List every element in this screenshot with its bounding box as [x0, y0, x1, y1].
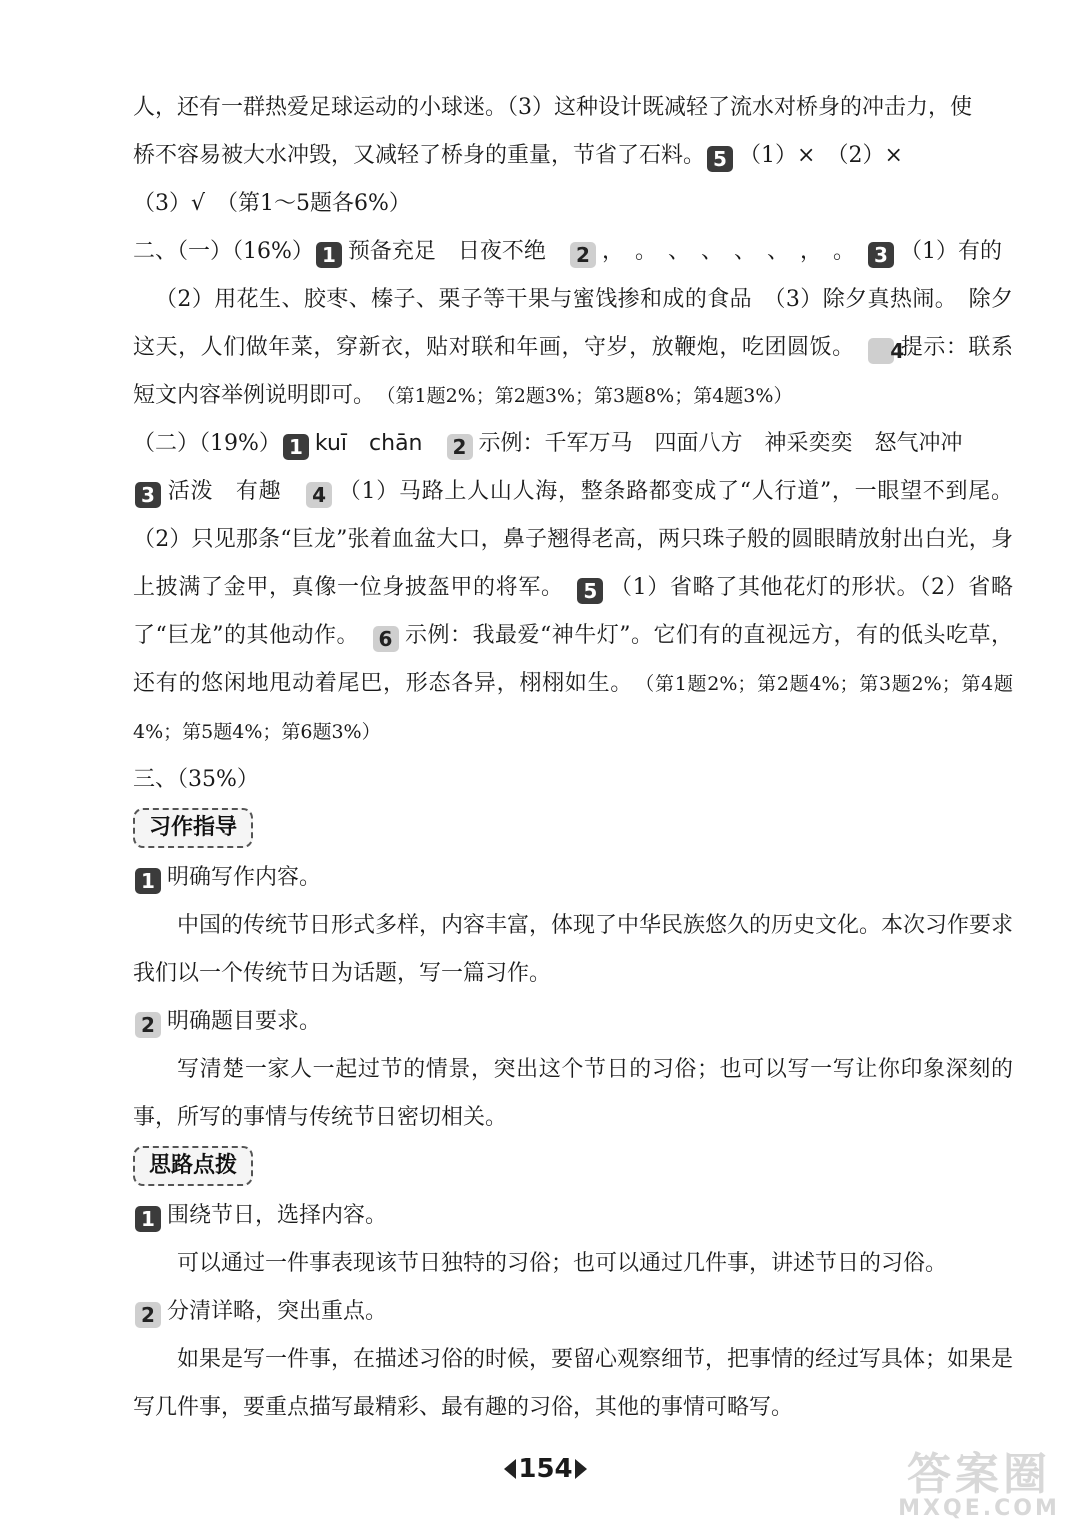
item-number-badge: 2	[135, 1012, 161, 1038]
answer-line-6	[133, 420, 1013, 468]
arrow-left-icon	[504, 1459, 516, 1479]
question-number-badge: 1	[316, 242, 342, 268]
answer-text: 提示：联系短文内容举例说明即可。	[133, 335, 1013, 408]
score-note: （第1题2%；第2题4%；第3题2%；第4题4%；第5题4%；第6题3%）	[133, 673, 1013, 743]
section-tag: 思路点拨	[133, 1146, 253, 1186]
writing-guide-heading	[133, 808, 1013, 848]
item-title: 明确写作内容。	[167, 865, 322, 890]
question-number-badge: 3	[135, 482, 161, 508]
answer-line-4	[133, 228, 1013, 276]
answer-line-2	[133, 132, 1013, 180]
idea-tips-heading	[133, 1146, 1013, 1186]
item-number-badge: 1	[135, 868, 161, 894]
section-label: （二）（19%）	[133, 431, 281, 456]
arrow-right-icon	[575, 1459, 587, 1479]
item-title: 明确题目要求。	[167, 1009, 322, 1034]
item-number-badge: 1	[135, 1206, 161, 1232]
answer-text: （1）有的	[899, 239, 1002, 264]
question-number-badge: 5	[707, 146, 733, 172]
answer-line-3: （3）√ （第1～5题各6%）	[133, 191, 411, 216]
watermark-text: 答案圈	[907, 1449, 1051, 1500]
watermark-logo	[879, 1438, 1079, 1528]
tips-item-1	[133, 1192, 1013, 1240]
section-label: 二、（一）（16%）	[133, 239, 314, 264]
answer-line-8: 三、（35%）	[133, 767, 259, 792]
answer-page	[133, 84, 1013, 1432]
section-tag: 习作指导	[133, 808, 253, 848]
page-number-text: 154	[518, 1454, 573, 1484]
question-number-badge: 5	[577, 578, 603, 604]
answer-text: ， 。 、 、 、 、 ， 。	[601, 239, 844, 264]
question-number-badge: 6	[373, 626, 399, 652]
question-number-badge: 2	[570, 242, 596, 268]
tips-item-2-text: 如果是写一件事，在描述习俗的时候，要留心观察细节，把事情的经过写具体；如果是写几件事，要重点描写最精彩、最有趣的习俗，其他的事情可略写。	[133, 1347, 1014, 1420]
answer-text: 预备充足 日夜不绝	[347, 239, 546, 264]
answer-text: （1）马路上人山人海，整条路都变成了“人行道”，一眼望不到尾。（2）只见那条“巨龙”张着血盆大口，鼻子翘得老高，两只珠子般的圆眼睛放射出白光，身上披满了金甲，真像一位身披盔甲的将军。	[133, 479, 1013, 600]
answer-text: （2）用花生、胶枣、榛子、栗子等干果与蜜饯掺和成的食品 （3）除夕真热闹。 除夕这天，人们做年菜，穿新衣，贴对联和年画，守岁，放鞭炮，吃团圆饭。	[133, 287, 1013, 360]
answer-line-1: 人，还有一群热爱足球运动的小球迷。（3）这种设计既减轻了流水对桥身的冲击力，使	[133, 95, 972, 120]
answer-paragraph-7	[133, 468, 1013, 756]
guide-item-2	[133, 998, 1013, 1046]
item-title: 围绕节日，选择内容。	[167, 1203, 388, 1228]
score-note: （第1题2%；第2题3%；第3题8%；第4题3%）	[386, 385, 793, 407]
watermark-url: MXQE.COM	[898, 1496, 1060, 1521]
tips-item-2	[133, 1288, 1013, 1336]
tips-item-1-text: 可以通过一件事表现该节日独特的习俗；也可以通过几件事，讲述节日的习俗。	[177, 1251, 948, 1276]
item-title: 分清详略，突出重点。	[167, 1299, 388, 1324]
answer-text: 示例：我最爱“神牛灯”。它们有的直视远方，有的低头吃草，还有的悠闲地甩动着尾巴，形态各异，栩栩如生。	[133, 623, 1013, 696]
guide-item-1-text: 中国的传统节日形式多样，内容丰富，体现了中华民族悠久的历史文化。本次习作要求我们以一个传统节日为话题，写一篇习作。	[133, 913, 1014, 986]
guide-item-1	[133, 854, 1013, 902]
question-number-badge: 1	[283, 434, 309, 460]
question-number-badge: 2	[447, 434, 473, 460]
answer-text: （1）省略了其他花灯的形状。（2）省略了“巨龙”的其他动作。	[133, 575, 1013, 648]
pinyin-answer: kuī chān	[314, 431, 423, 456]
item-number-badge: 2	[135, 1302, 161, 1328]
question-number-badge: 3	[868, 242, 894, 268]
answer-text: （1）× （2）×	[739, 143, 903, 168]
guide-item-2-text: 写清楚一家人一起过节的情景，突出这个节日的习俗；也可以写一写让你印象深刻的事，所写的事情与传统节日密切相关。	[133, 1057, 1013, 1130]
answer-text: 示例：千军万马 四面八方 神采奕奕 怒气冲冲	[478, 431, 963, 456]
answer-paragraph-5	[133, 276, 1013, 420]
question-number-badge: 4	[306, 482, 332, 508]
answer-text: 桥不容易被大水冲毁，又减轻了桥身的重量，节省了石料。	[133, 143, 706, 168]
answer-text: 活泼 有趣	[167, 479, 282, 504]
question-number-badge: 4	[868, 338, 894, 364]
